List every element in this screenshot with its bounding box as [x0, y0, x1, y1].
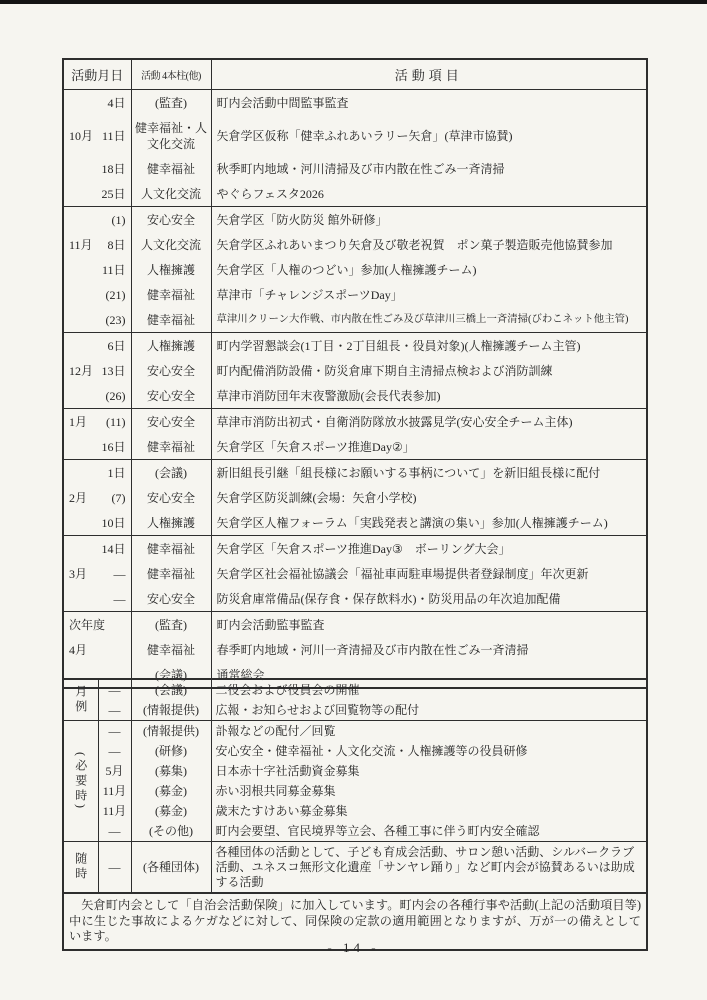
day-cell: 5月: [98, 761, 131, 781]
item-cell: やぐらフェスタ2026: [216, 186, 324, 201]
date-wrap: [69, 237, 126, 253]
date-wrap: [69, 186, 126, 202]
item-cell: 矢倉学区社会福祉協議会「福祉車両駐車場提供者登録制度」年次更新: [216, 566, 589, 581]
col-header-date: 活動月日: [63, 59, 131, 90]
date-wrap: [69, 591, 126, 607]
section-label-text: 月例: [73, 685, 88, 715]
category-cell: 健幸福祉: [131, 307, 211, 333]
day-label: 11日: [101, 128, 126, 143]
item-cell: 秋季町内地域・河川清掃及び市内散在性ごみ一斉清掃: [216, 161, 505, 176]
item-cell: 矢倉学区「人権のつどい」参加(人権擁護チーム): [216, 262, 477, 277]
category-cell: (各種団体): [131, 842, 211, 894]
day-label: 8日: [107, 237, 126, 252]
activity-row: [63, 207, 647, 233]
category-cell: 人文化交流: [131, 181, 211, 207]
item-cell: 春季町内地域・河川一斉清掃及び市内散在性ごみ一斉清掃: [216, 642, 529, 657]
category-cell: 健幸福祉・人文化交流: [131, 115, 211, 156]
activity-row: [63, 434, 647, 460]
item-cell: 赤い羽根共同募金募集: [215, 783, 336, 798]
date-wrap: [69, 490, 126, 506]
day-label: (26): [105, 388, 126, 403]
item-cell: 歳末たすけあい募金募集: [215, 803, 348, 818]
activity-row: [63, 115, 647, 156]
date-wrap: [69, 312, 126, 328]
date-cell: [63, 333, 131, 359]
day-label: (21): [105, 287, 126, 302]
day-label: (1): [111, 212, 126, 227]
scan-edge-artifact: [0, 0, 707, 4]
item-cell: 二役会および役員会の開催: [215, 682, 360, 697]
recurring-row: [63, 700, 647, 721]
month-label: 12月: [69, 363, 94, 378]
day-label: (7): [111, 490, 126, 505]
date-cell: [63, 282, 131, 307]
item-cell: 草津市「チャレンジスポーツDay」: [216, 287, 403, 302]
activity-row: [63, 409, 647, 435]
category-cell: 人権擁護: [131, 257, 211, 282]
date-cell: [63, 637, 131, 662]
activity-row: [63, 358, 647, 383]
item-cell: 訃報などの配付／回覧: [215, 723, 336, 738]
date-wrap: [69, 642, 126, 658]
recurring-row: [63, 679, 647, 700]
activity-row: [63, 181, 647, 207]
category-cell: 安心安全: [131, 485, 211, 510]
table-header-row: [63, 59, 647, 90]
recurring-row: [63, 821, 647, 842]
month-label: 1月: [69, 414, 88, 429]
category-cell: (募集): [131, 761, 211, 781]
activity-row: [63, 282, 647, 307]
recurring-activities-table: [62, 678, 648, 894]
category-cell: 人権擁護: [131, 333, 211, 359]
category-cell: 健幸福祉: [131, 156, 211, 181]
month-label: 10月: [69, 128, 94, 143]
date-cell: [63, 460, 131, 486]
month-label: 次年度: [69, 617, 106, 632]
date-cell: [63, 586, 131, 612]
col-header-category: 活動 4本柱(他): [131, 59, 211, 90]
item-cell: 矢倉学区ふれあいまつり矢倉及び敬老祝賀 ポン菓子製造販売他協賛参加: [216, 237, 613, 252]
activity-row: [63, 383, 647, 409]
category-cell: 人文化交流: [131, 232, 211, 257]
category-cell: 安心安全: [131, 383, 211, 409]
category-cell: 安心安全: [131, 586, 211, 612]
day-label: (11): [105, 414, 126, 429]
activity-row: [63, 561, 647, 586]
item-cell: 矢倉学区「防火防災 館外研修」: [216, 212, 388, 227]
date-wrap: [69, 617, 126, 633]
date-wrap: [69, 95, 126, 111]
recurring-section: [63, 679, 647, 721]
date-cell: [63, 561, 131, 586]
month-label: 3月: [69, 566, 88, 581]
date-cell: [63, 156, 131, 181]
item-cell: 草津市消防団年末夜警激励(会長代表参加): [216, 388, 441, 403]
category-cell: (会議): [131, 662, 211, 688]
item-cell: 通常総会: [216, 667, 265, 682]
item-cell: 町内会要望、官民境界等立会、各種工事に伴う町内安全確認: [215, 823, 540, 838]
section-label: [63, 721, 98, 842]
item-cell: 町内会活動監事監査: [216, 617, 325, 632]
date-cell: [63, 536, 131, 562]
category-cell: 健幸福祉: [131, 561, 211, 586]
category-cell: (研修): [131, 741, 211, 761]
activity-row: [63, 586, 647, 612]
activity-row: [63, 612, 647, 638]
date-wrap: [69, 566, 126, 582]
day-label: 1日: [107, 465, 126, 480]
date-wrap: [69, 515, 126, 531]
activity-row: [63, 637, 647, 662]
item-cell: 草津市消防出初式・自衛消防隊放水披露見学(安心安全チーム主体): [216, 414, 573, 429]
day-label: 14日: [101, 541, 126, 556]
item-cell: 矢倉学区仮称「健幸ふれあいラリー矢倉」(草津市協賛): [216, 128, 513, 143]
recurring-row: [63, 842, 647, 894]
date-cell: [63, 434, 131, 460]
recurring-section: [63, 721, 647, 842]
date-wrap: [69, 262, 126, 278]
date-cell: [63, 232, 131, 257]
day-label: 11日: [101, 262, 126, 277]
day-label: 25日: [101, 186, 126, 201]
date-wrap: [69, 363, 126, 379]
date-wrap: [69, 287, 126, 303]
date-wrap: [69, 212, 126, 228]
category-cell: (募金): [131, 801, 211, 821]
date-wrap: [69, 338, 126, 354]
activity-row: [63, 90, 647, 116]
recurring-row: [63, 721, 647, 742]
item-cell: 新旧組長引継「組長様にお願いする事柄について」を新旧組長様に配付: [216, 465, 601, 480]
day-label: 4日: [107, 95, 126, 110]
section-label: [63, 679, 98, 721]
item-cell: 矢倉学区「矢倉スポーツ推進Day②」: [216, 439, 415, 454]
date-cell: [63, 409, 131, 435]
date-cell: [63, 383, 131, 409]
category-cell: 安心安全: [131, 207, 211, 233]
date-cell: [63, 181, 131, 207]
recurring-row: [63, 781, 647, 801]
date-cell: [63, 358, 131, 383]
item-cell: 町内配備消防設備・防災倉庫下期自主清掃点検および消防訓練: [216, 363, 553, 378]
day-label: 16日: [101, 439, 126, 454]
activity-row: [63, 485, 647, 510]
day-label: —: [113, 591, 126, 606]
category-cell: (監査): [131, 90, 211, 116]
category-cell: (会議): [131, 679, 211, 700]
activity-row: [63, 536, 647, 562]
section-label-text: (必要時): [73, 751, 88, 811]
recurring-section: [63, 842, 647, 894]
section-label: [63, 842, 98, 894]
day-cell: —: [98, 679, 131, 700]
month-label: 4月: [69, 642, 88, 657]
day-cell: —: [98, 842, 131, 894]
item-cell: 日本赤十字社活動資金募集: [215, 763, 360, 778]
day-cell: —: [98, 741, 131, 761]
category-cell: (会議): [131, 460, 211, 486]
day-cell: —: [98, 821, 131, 842]
date-cell: [63, 510, 131, 536]
activity-schedule-table: [62, 58, 648, 689]
recurring-row: [63, 761, 647, 781]
category-cell: (情報提供): [131, 721, 211, 742]
item-cell: 広報・お知らせおよび回覧物等の配付: [215, 702, 420, 717]
category-cell: 安心安全: [131, 409, 211, 435]
date-cell: [63, 257, 131, 282]
month-section: [63, 333, 647, 409]
category-cell: (募金): [131, 781, 211, 801]
month-section: [63, 612, 647, 689]
item-cell: 町内会活動中間監事監査: [216, 95, 349, 110]
category-cell: 健幸福祉: [131, 434, 211, 460]
section-label-text: 随時: [73, 852, 88, 882]
insurance-note: 矢倉町内会として「自治会活動保険」に加入しています。町内会の各種行事や活動(上記の活動項目等)中に生じた事故によるケガなどに対して、同保険の定款の適用範囲となりますが、万が一の備えとしています。: [62, 892, 648, 951]
day-label: (23): [105, 312, 126, 327]
category-cell: 人権擁護: [131, 510, 211, 536]
day-label: 13日: [101, 363, 126, 378]
day-label: 6日: [107, 338, 126, 353]
date-cell: [63, 612, 131, 638]
activity-row: [63, 307, 647, 333]
item-cell: 草津川クリーン大作戦、市内散在性ごみ及び草津川三橋上一斉清掃(びわこネット他主管): [216, 313, 629, 325]
item-cell: 防災倉庫常備品(保存食・保存飲料水)・防災用品の年次追加配備: [216, 591, 561, 606]
day-label: 18日: [101, 161, 126, 176]
activity-row: [63, 257, 647, 282]
date-wrap: [69, 388, 126, 404]
recurring-row: [63, 801, 647, 821]
date-cell: [63, 307, 131, 333]
month-section: [63, 207, 647, 333]
page-number: - 14 -: [327, 940, 380, 955]
month-section: [63, 90, 647, 207]
date-cell: [63, 485, 131, 510]
activity-row: [63, 510, 647, 536]
category-cell: 健幸福祉: [131, 282, 211, 307]
activity-row: [63, 333, 647, 359]
month-label: 2月: [69, 490, 88, 505]
recurring-row: [63, 741, 647, 761]
month-section: [63, 536, 647, 612]
day-cell: —: [98, 700, 131, 721]
day-label: —: [113, 566, 126, 581]
date-cell: [63, 207, 131, 233]
item-cell: 矢倉学区「矢倉スポーツ推進Day③ ボーリング大会」: [216, 541, 511, 556]
day-cell: 11月: [98, 781, 131, 801]
date-cell: [63, 90, 131, 116]
category-cell: 健幸福祉: [131, 637, 211, 662]
date-wrap: [69, 161, 126, 177]
item-cell: 町内学習懇談会(1丁目・2丁目組長・役員対象)(人権擁護チーム主管): [216, 338, 581, 353]
category-cell: (監査): [131, 612, 211, 638]
item-cell: 安心安全・健幸福祉・人文化交流・人権擁護等の役員研修: [215, 743, 528, 758]
category-cell: (その他): [131, 821, 211, 842]
date-wrap: [69, 128, 126, 144]
day-cell: —: [98, 721, 131, 742]
col-header-item: 活動項目: [211, 59, 647, 90]
day-label: 10日: [101, 515, 126, 530]
category-cell: 健幸福祉: [131, 536, 211, 562]
item-cell: 各種団体の活動として、子ども育成会活動、サロン憩い活動、シルバークラブ活動、ユネスコ無形文化遺産「サンヤレ踊り」など町内会が協賛あるいは助成する活動: [215, 844, 635, 889]
month-section: [63, 460, 647, 536]
activity-row: [63, 460, 647, 486]
activity-row: [63, 232, 647, 257]
date-wrap: [69, 541, 126, 557]
date-wrap: [69, 465, 126, 481]
activity-row: [63, 156, 647, 181]
category-cell: (情報提供): [131, 700, 211, 721]
date-wrap: [69, 414, 126, 430]
category-cell: 安心安全: [131, 358, 211, 383]
month-label: 11月: [69, 237, 93, 252]
item-cell: 矢倉学区防災訓練(会場：矢倉小学校): [216, 490, 417, 505]
day-cell: 11月: [98, 801, 131, 821]
date-wrap: [69, 439, 126, 455]
month-section: [63, 409, 647, 460]
item-cell: 矢倉学区人権フォーラム「実践発表と講演の集い」参加(人権擁護チーム): [216, 515, 608, 530]
date-cell: [63, 115, 131, 156]
